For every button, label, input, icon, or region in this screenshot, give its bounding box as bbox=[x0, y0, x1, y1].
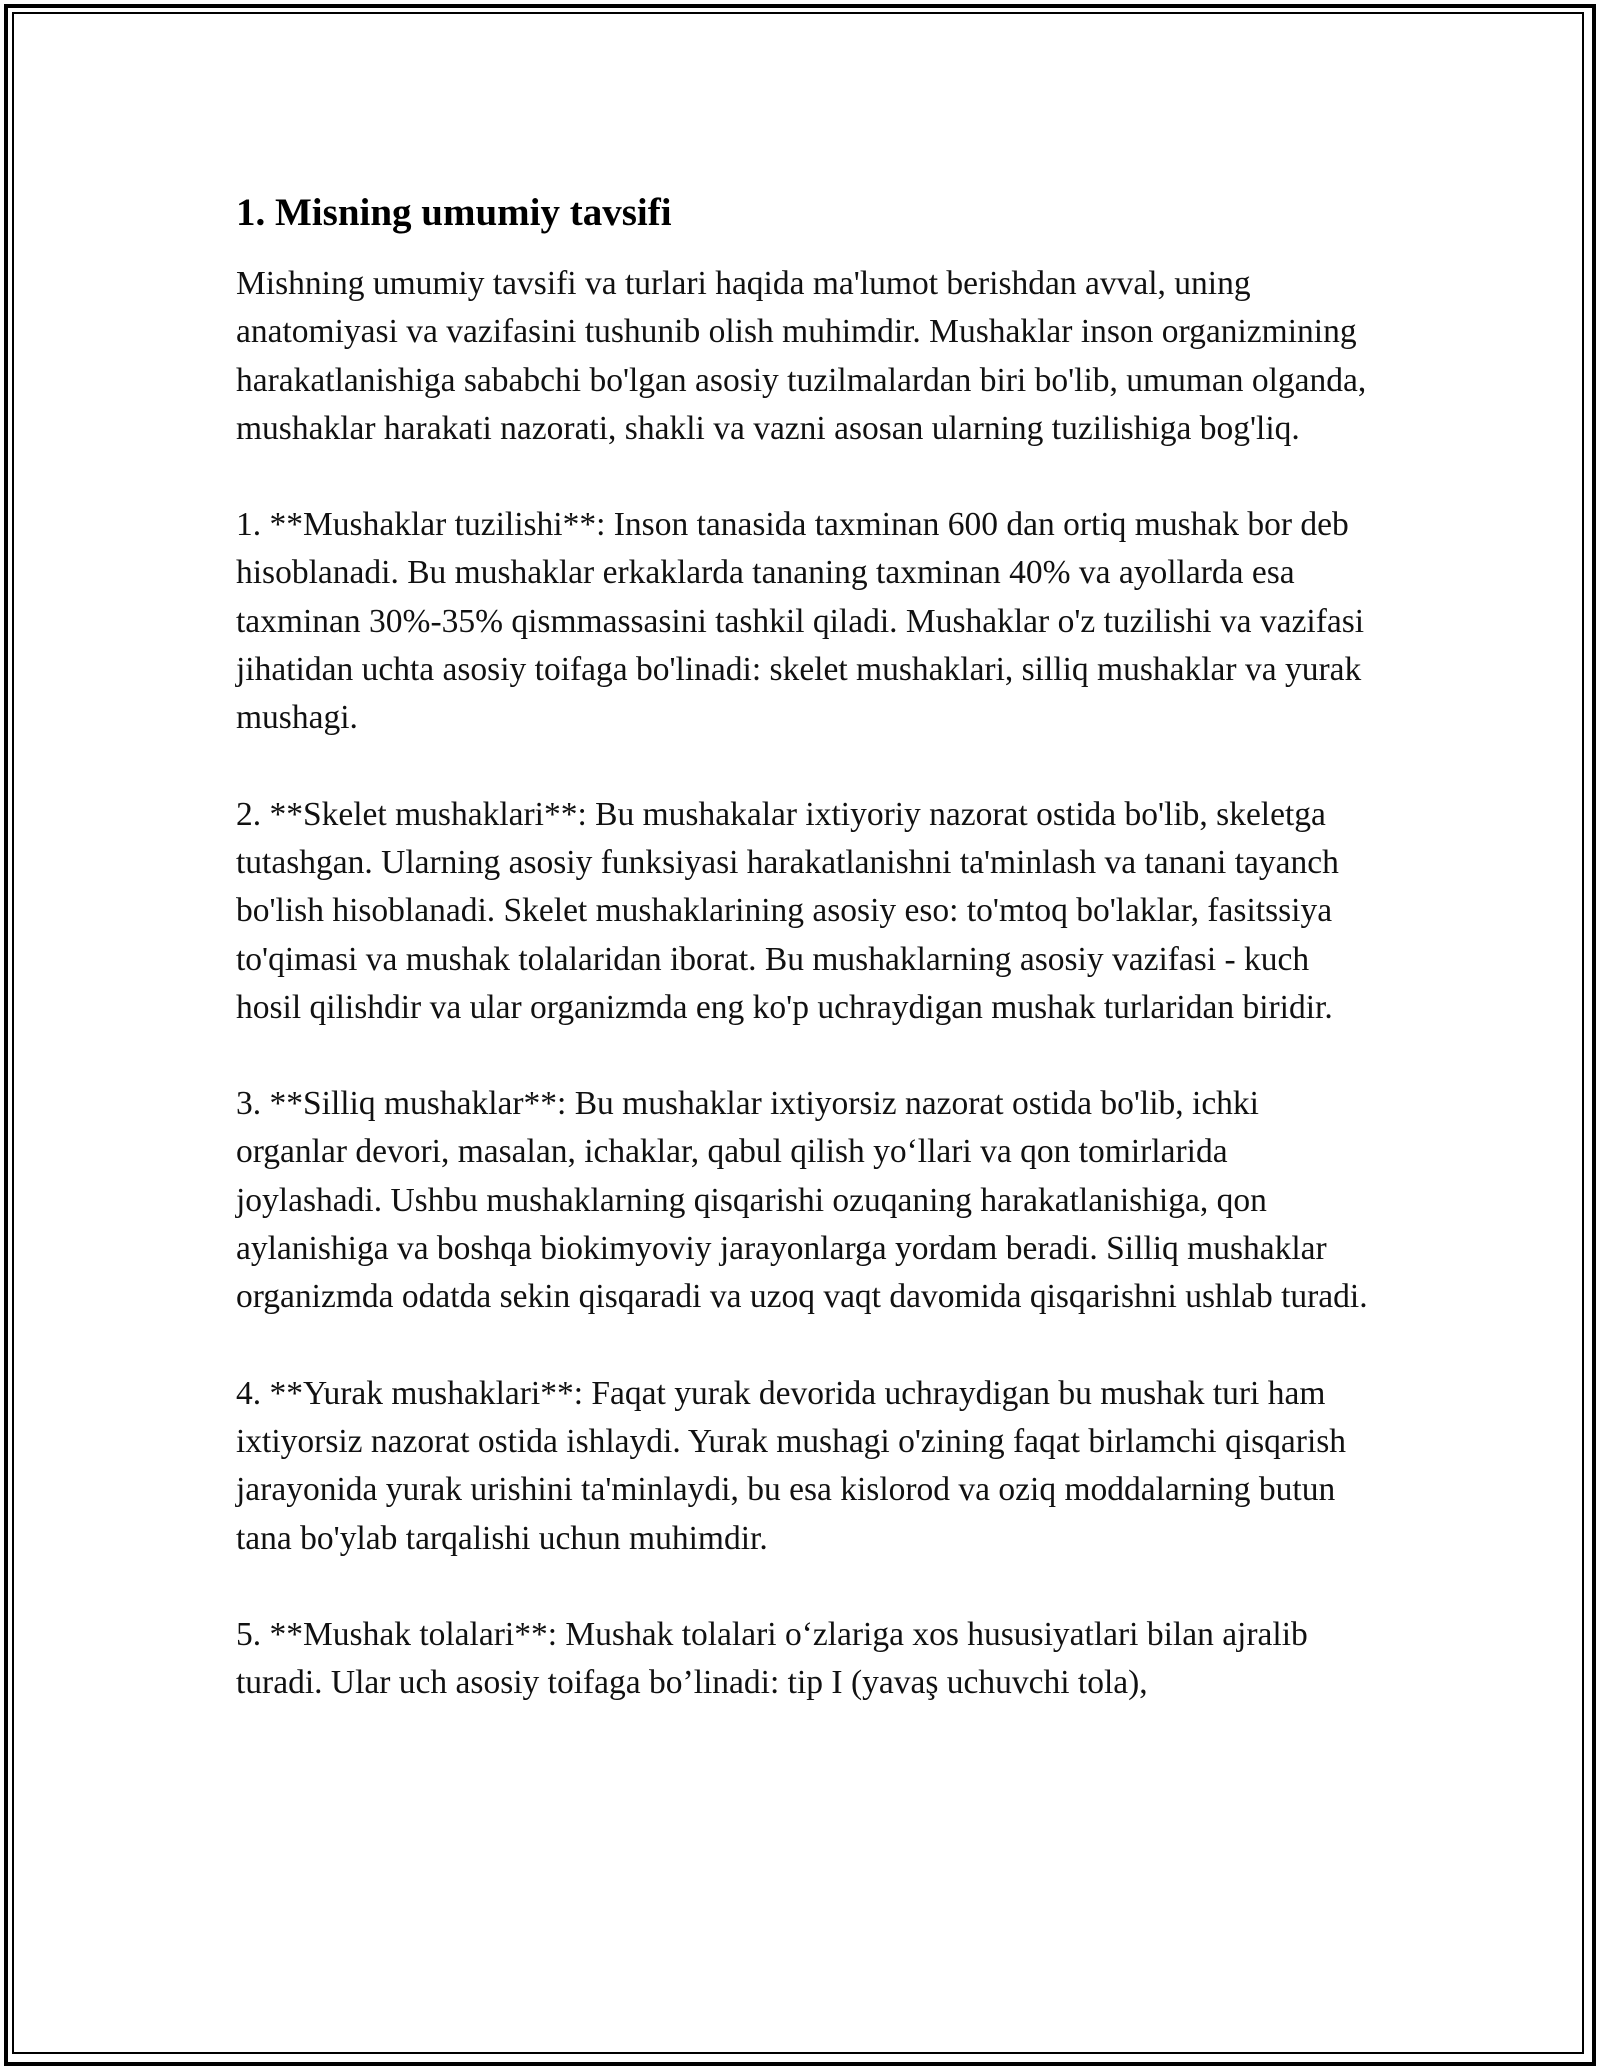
document-body bbox=[236, 188, 1376, 1707]
paragraph-cardiac-muscles: 4. **Yurak mushaklari**: Faqat yurak devorida uchraydigan bu mushak turi ham ixtiyorsiz nazorat ostida ishlaydi. Yurak mushagi o'zining faqat birlamchi qisqarish jarayonida yurak urishini ta'minlaydi, bu esa kislorod va oziq moddalarning butun tana bo'ylab tarqalishi uchun muhimdir. bbox=[236, 1374, 1347, 1557]
paragraph-skeletal-muscles: 2. **Skelet mushaklari**: Bu mushakalar ixtiyoriy nazorat ostida bo'lib, skeletga tutashgan. Ularning asosiy funksiyasi harakatlanishni ta'minlash va tanani tayanch bo'lish hisoblanadi. Skelet mushaklarining asosiy eso: to'mtoq bo'laklar, fasitssiya to'qimasi va mushak tolalaridan iborat. Bu mushaklarning asosiy vazifasi - kuch hosil qilishdir va ular organizmda eng ko'p uchraydigan mushak turlaridan biridir. bbox=[236, 795, 1339, 1026]
paragraph-muscle-fibers: 5. **Mushak tolalari**: Mushak tolalari o‘zlariga xos hususiyatlari bilan ajralib turadi. Ular uch asosiy toifaga bo’linadi: tip I (yavaş uchuvchi tola), bbox=[236, 1615, 1308, 1702]
paragraph-muscle-structure: 1. **Mushaklar tuzilishi**: Inson tanasida taxminan 600 dan ortiq mushak bor deb hisoblanadi. Bu mushaklar erkaklarda tananing taxminan 40% va ayollarda esa taxminan 30%-35% qismmassasini tashkil qiladi. Mushaklar o'z tuzilishi va vazifasi jihatidan uchta asosiy toifaga bo'linadi: skelet mushaklari, silliq mushaklar va yurak mushagi. bbox=[236, 506, 1365, 737]
paragraph-smooth-muscles: 3. **Silliq mushaklar**: Bu mushaklar ixtiyorsiz nazorat ostida bo'lib, ichki organlar devori, masalan, ichaklar, qabul qilish yo‘llari va qon tomirlarida joylashadi. Ushbu mushaklarning qisqarishi ozuqaning harakatlanishiga, qon aylanishiga va boshqa biokimyoviy jarayonlarga yordam beradi. Silliq mushaklar organizmda odatda sekin qisqaradi va uzoq vaqt davomida qisqarishni ushlab turadi. bbox=[236, 1085, 1368, 1316]
section-heading: 1. Misning umumiy tavsifi bbox=[236, 191, 672, 234]
paragraph-intro: Mishning umumiy tavsifi va turlari haqida ma'lumot berishdan avval, uning anatomiyasi va vazifasini tushunib olish muhimdir. Mushaklar inson organizmining harakatlanishiga sababchi bo'lgan asosiy tuzilmalardan biri bo'lib, umuman olganda, mushaklar harakati nazorati, shakli va vazni asosan ularning tuzilishiga bog'liq. bbox=[236, 265, 1367, 447]
